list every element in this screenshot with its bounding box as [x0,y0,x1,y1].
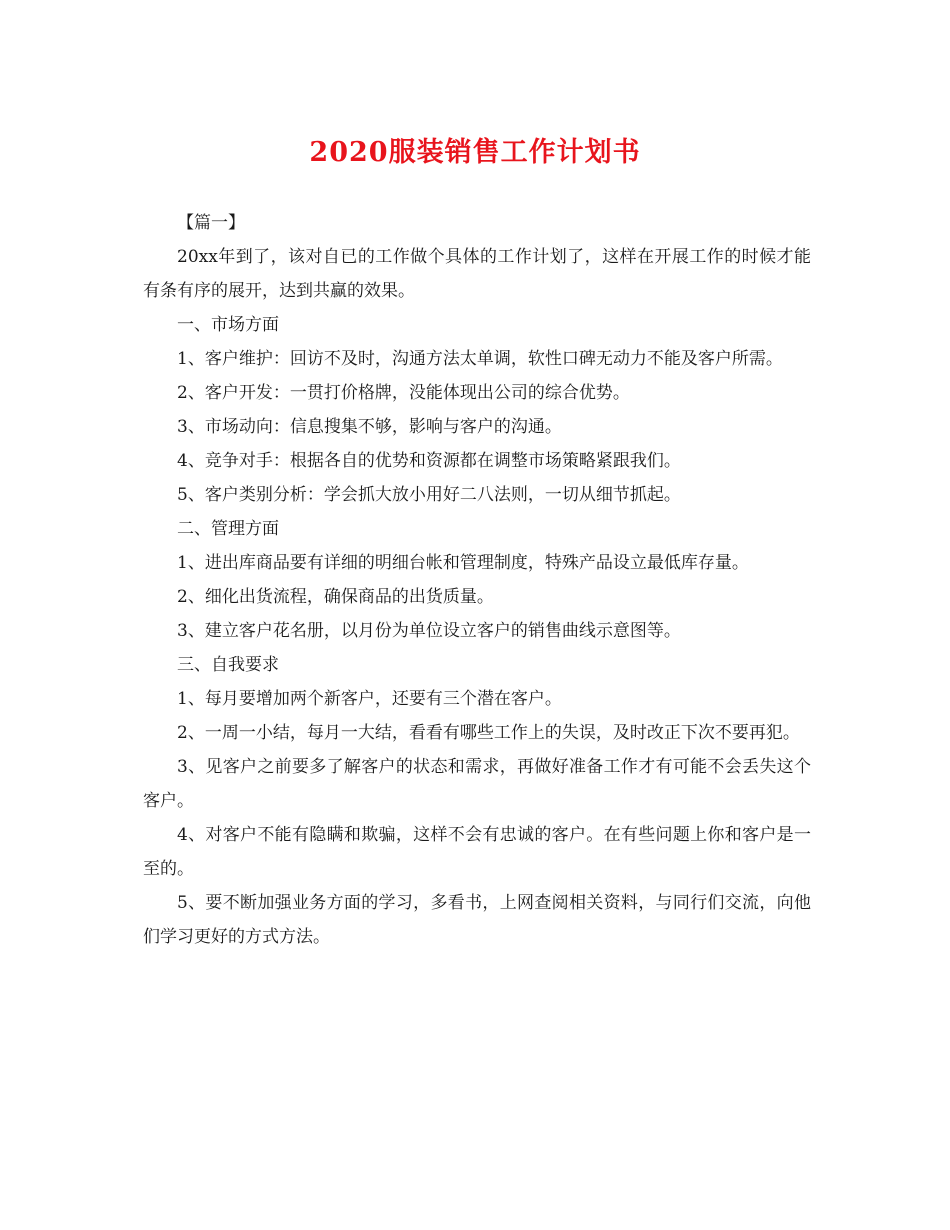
market-item-4: 4、竞争对手：根据各自的优势和资源都在调整市场策略紧跟我们。 [177,451,681,471]
market-item-3: 3、市场动向：信息搜集不够，影响与客户的沟通。 [177,417,562,437]
management-item-3: 3、建立客户花名册，以月份为单位设立客户的销售曲线示意图等。 [177,621,681,641]
section-heading-market: 一、市场方面 [177,315,279,335]
self-requirement-item-3: 3、见客户之前要多了解客户的状态和需求，再做好准备工作才有可能不会丢失这个客户。 [143,757,811,811]
self-requirement-item-5: 5、要不断加强业务方面的学习，多看书，上网查阅相关资料，与同行们交流，向他们学习更好的方式方法。 [143,893,811,947]
document-body [143,206,811,954]
management-item-1: 1、进出库商品要有详细的明细台帐和管理制度，特殊产品设立最低库存量。 [177,553,749,573]
self-requirement-item-2: 2、一周一小结，每月一大结，看看有哪些工作上的失误，及时改正下次不要再犯。 [177,723,800,743]
market-item-5: 5、客户类别分析：学会抓大放小用好二八法则，一切从细节抓起。 [177,485,681,505]
document-title: 2020服装销售工作计划书 [309,137,641,168]
management-item-2: 2、细化出货流程，确保商品的出货质量。 [177,587,494,607]
market-item-1: 1、客户维护：回访不及时，沟通方法太单调，软性口碑无动力不能及客户所需。 [177,349,783,369]
section-heading-part-one: 【篇一】 [177,213,245,233]
market-item-2: 2、客户开发：一贯打价格牌，没能体现出公司的综合优势。 [177,383,630,403]
section-heading-management: 二、管理方面 [177,519,279,539]
intro-paragraph: 20xx年到了，该对自已的工作做个具体的工作计划了，这样在开展工作的时候才能有条有序的展开，达到共赢的效果。 [143,247,811,301]
section-heading-self-requirements: 三、自我要求 [177,655,279,675]
self-requirement-item-1: 1、每月要增加两个新客户，还要有三个潜在客户。 [177,689,562,709]
self-requirement-item-4: 4、对客户不能有隐瞒和欺骗，这样不会有忠诚的客户。在有些问题上你和客户是一至的。 [143,825,811,879]
